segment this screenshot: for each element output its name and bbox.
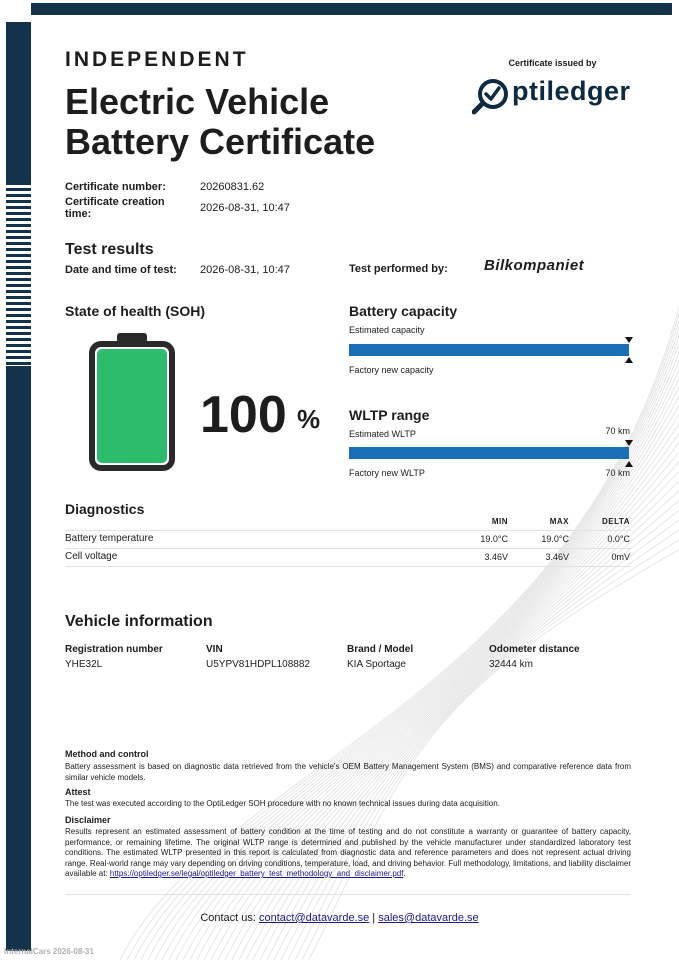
diagnostics-row-name: Cell voltage xyxy=(65,551,118,562)
factory-wltp-label: Factory new WLTP xyxy=(349,468,425,478)
side-accent-bar xyxy=(6,22,31,951)
magnifier-check-icon xyxy=(472,76,512,116)
title-line-2: Battery Certificate xyxy=(65,121,376,162)
diagnostics-row-delta: 0mV xyxy=(611,552,630,562)
diagnostics-heading: Diagnostics xyxy=(65,501,145,517)
estimated-wltp-label: Estimated WLTP xyxy=(349,429,416,439)
optiledger-logo xyxy=(472,76,631,116)
soh-unit: % xyxy=(297,404,321,434)
brand-model-label: Brand / Model xyxy=(347,644,414,655)
estimated-capacity-marker xyxy=(625,337,633,343)
creation-label-line-2: time: xyxy=(65,208,92,220)
estimated-wltp-value: 70 km xyxy=(605,426,630,436)
odometer-label: Odometer distance xyxy=(489,644,580,655)
footer-stamp: InternalCars 2026-08-31 xyxy=(4,947,94,956)
certificate-number-label: Certificate number: xyxy=(65,181,166,193)
battery-fill-level xyxy=(97,349,167,463)
diagnostics-row-delta: 0.0°C xyxy=(607,534,630,544)
vehicle-info-heading: Vehicle information xyxy=(65,613,213,630)
eyebrow-label: INDEPENDENT xyxy=(65,48,249,71)
disclaimer-heading: Disclaimer xyxy=(65,815,111,825)
registration-value: YHE32L xyxy=(65,659,103,670)
test-results-heading: Test results xyxy=(65,241,154,258)
test-date: 2026-08-31, 10:47 xyxy=(200,264,290,276)
diagnostics-col-max: MAX xyxy=(549,517,569,526)
certificate-number: 20260831.62 xyxy=(200,181,265,193)
certificate-creation-time: 2026-08-31, 10:47 xyxy=(200,202,290,214)
diagnostics-row-name: Battery temperature xyxy=(65,533,154,544)
attest-heading: Attest xyxy=(65,787,91,797)
divider xyxy=(65,548,631,549)
certificate-creation-label xyxy=(65,196,165,220)
test-date-label: Date and time of test: xyxy=(65,264,177,276)
soh-heading: State of health (SOH) xyxy=(65,303,206,319)
battery-capacity-heading: Battery capacity xyxy=(349,303,458,319)
odometer-value: 32444 km xyxy=(489,659,533,670)
contact-label: Contact us: xyxy=(200,912,260,924)
divider xyxy=(65,894,631,895)
method-text: Battery assessment is based on diagnostic data retrieved from the vehicle's OEM Battery Management System (BMS) and comparative reference data from similar vehicle models. xyxy=(65,762,631,782)
creation-label-line-1: Certificate creation xyxy=(65,196,165,208)
estimated-capacity-label: Estimated capacity xyxy=(349,325,425,335)
method-heading: Method and control xyxy=(65,749,149,759)
disclaimer-text xyxy=(65,827,631,880)
divider xyxy=(65,530,631,531)
wave-line xyxy=(302,533,679,960)
estimated-wltp-marker xyxy=(625,440,633,446)
vin-value: U5YPV81HDPL108882 xyxy=(206,659,310,670)
diagnostics-row-max: 19.0°C xyxy=(541,534,569,544)
bilkompaniet-logo: Bilkompaniet xyxy=(484,257,585,274)
issued-by-label: Certificate issued by xyxy=(508,58,597,68)
top-accent-bar xyxy=(31,3,672,15)
contact-email-link[interactable]: contact@datavarde.se xyxy=(259,912,370,924)
page-title xyxy=(65,82,375,162)
diagnostics-row-min: 3.46V xyxy=(484,552,508,562)
disclaimer-end: . xyxy=(403,869,406,878)
capacity-bar xyxy=(349,344,629,356)
performed-by-label: Test performed by: xyxy=(349,263,448,275)
divider xyxy=(65,566,631,567)
battery-icon xyxy=(87,333,177,473)
vin-label: VIN xyxy=(206,644,223,655)
sales-email-link[interactable]: sales@datavarde.se xyxy=(378,912,479,924)
diagnostics-col-min: MIN xyxy=(491,517,508,526)
attest-text: The test was executed according to the OptiLedger SOH procedure with no known technical issues during data acquisition. xyxy=(65,799,500,808)
registration-label: Registration number xyxy=(65,644,163,655)
wltp-bar xyxy=(349,447,629,459)
diagnostics-row-min: 19.0°C xyxy=(480,534,508,544)
factory-wltp-marker xyxy=(625,461,633,467)
wave-line xyxy=(288,512,679,960)
side-stripe-pattern xyxy=(6,182,31,366)
diagnostics-row-max: 3.46V xyxy=(545,552,569,562)
diagnostics-col-delta: DELTA xyxy=(602,517,630,526)
disclaimer-body: Results represent an estimated assessment of battery condition at the time of testing and do not constitute a warranty or guarantee of battery capacity, performance, or remaining lifetime. The original WLTP range is determined and published by the vehicle manufacturer under standardized laboratory test conditions. The estimated WLTP presented in this report is calculated from diagnostic data and reference parameters and does not represent actual driving range. Real-world range may vary depending on driving conditions, temperature, load, and driving behavior. Full methodology, limitations, and liability disclaimer available at: xyxy=(65,827,631,878)
title-line-1: Electric Vehicle xyxy=(65,81,330,122)
factory-wltp-value: 70 km xyxy=(605,468,630,478)
logo-wordmark: ptiledger xyxy=(512,76,631,107)
factory-capacity-marker xyxy=(625,357,633,363)
wltp-heading: WLTP range xyxy=(349,407,430,423)
methodology-link[interactable]: https://optiledger.se/legal/optiledger_battery_test_methodology_and_disclaimer.pdf xyxy=(109,869,404,878)
factory-capacity-label: Factory new capacity xyxy=(349,365,434,375)
contact-line xyxy=(0,912,679,924)
brand-model-value: KIA Sportage xyxy=(347,659,406,670)
contact-separator: | xyxy=(369,912,379,924)
wave-line xyxy=(281,502,679,960)
soh-value: 100 xyxy=(200,386,287,444)
